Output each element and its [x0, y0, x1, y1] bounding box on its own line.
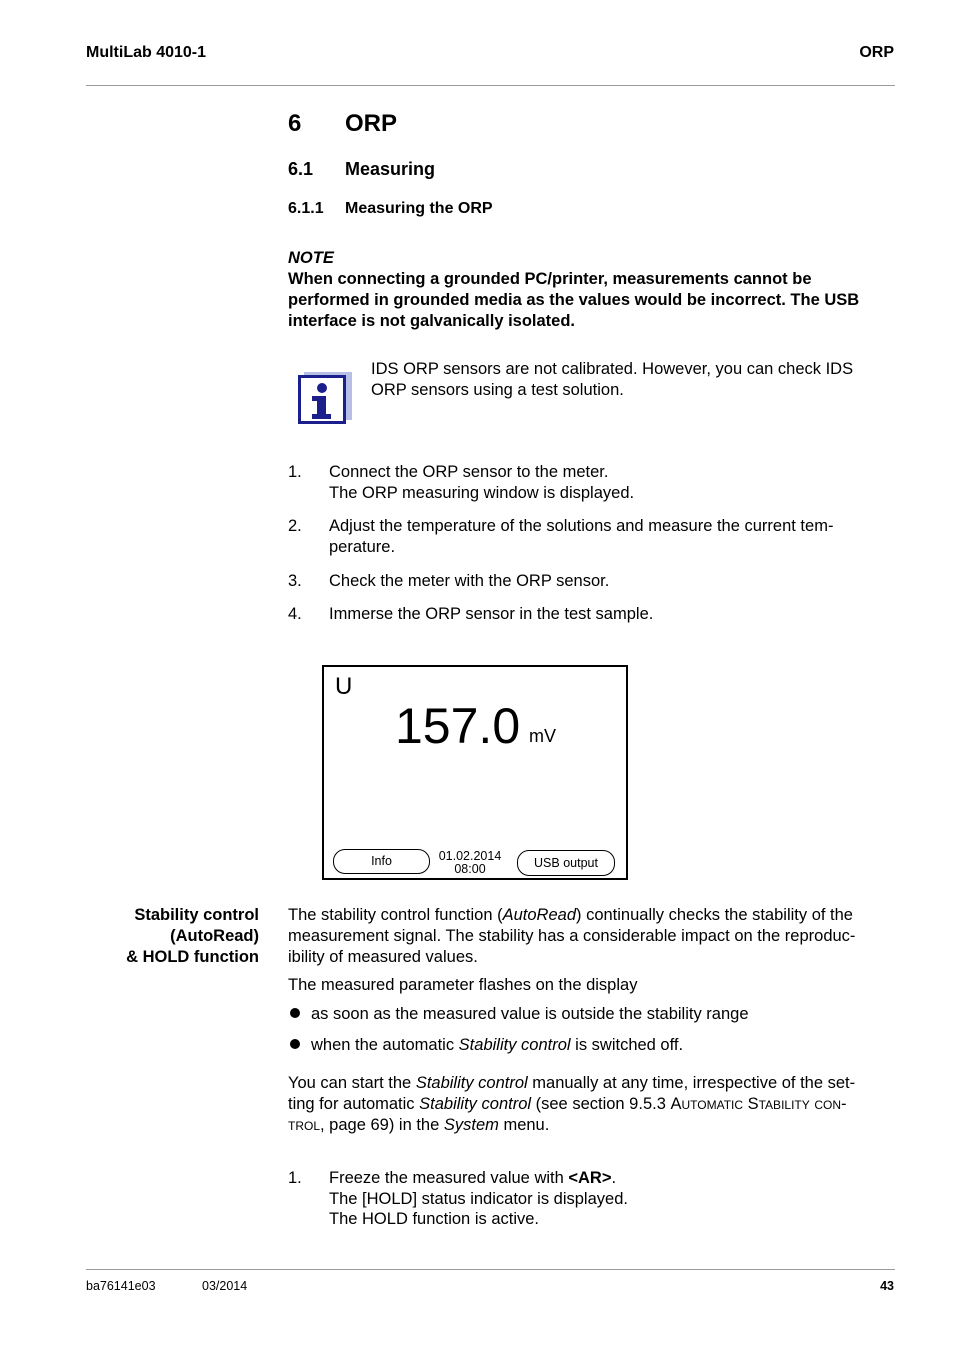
display-time: 08:00	[454, 862, 486, 876]
bullet-dot-1	[290, 1008, 300, 1018]
bullet-item-2: when the automatic Stability control is switched off.	[311, 1036, 684, 1054]
step-1-number: 1.	[288, 463, 302, 481]
note-line-1: When connecting a grounded PC/printer, measurements cannot be	[288, 270, 812, 288]
manual-start-line-3: trol, page 69) in the System menu.	[288, 1116, 550, 1134]
stability-paragraph-line-2: measurement signal. The stability has a considerable impact on the reproduc-	[288, 927, 856, 945]
section-title: Measuring	[345, 159, 436, 179]
info-line-1: IDS ORP sensors are not calibrated. However, you can check IDS	[371, 360, 854, 378]
info-softkey[interactable]: Info	[333, 849, 430, 874]
step-2-line-2: perature.	[329, 538, 396, 556]
side-heading-line-3: & HOLD function	[126, 948, 259, 966]
note-line-2: performed in grounded media as the values would be incorrect. The USB	[288, 291, 860, 309]
footer-date: 03/2014	[202, 1279, 248, 1293]
note-label: NOTE	[288, 249, 334, 267]
display-date: 01.02.2014	[438, 849, 502, 863]
step-1-line-2: The ORP measuring window is displayed.	[329, 484, 635, 502]
chapter-number: 6	[288, 110, 302, 137]
meter-display	[322, 665, 628, 880]
header-rule	[86, 85, 895, 86]
stability-paragraph-line-1: The stability control function (AutoRead) continually checks the stability of the	[288, 906, 853, 924]
info-icon	[298, 370, 354, 426]
step-2-line-1: Adjust the temperature of the solutions and measure the current tem-	[329, 517, 834, 535]
running-header-chapter: ORP	[859, 44, 894, 61]
step-3-number: 3.	[288, 572, 302, 590]
cross-reference-link[interactable]: Automatic Stability con-	[670, 1095, 847, 1113]
side-heading-line-1: Stability control	[134, 906, 259, 924]
side-heading-line-2: (AutoRead)	[170, 927, 259, 945]
display-value: 157.0	[395, 698, 521, 754]
step-2-number: 2.	[288, 517, 302, 535]
hold-step-number: 1.	[288, 1169, 302, 1187]
chapter-title: ORP	[345, 110, 398, 137]
footer-doc-number: ba76141e03	[86, 1279, 156, 1293]
stability-paragraph-line-3: ibility of measured values.	[288, 948, 478, 966]
subsection-title: Measuring the ORP	[345, 200, 493, 217]
note-line-3: interface is not galvanically isolated.	[288, 312, 576, 330]
step-1-line-1: Connect the ORP sensor to the meter.	[329, 463, 609, 481]
usb-output-softkey[interactable]: USB output	[517, 850, 615, 876]
manual-start-line-2: ting for automatic Stability control (see section 9.5.3 Automatic Stability con-	[288, 1095, 847, 1113]
info-line-2: ORP sensors using a test solution.	[371, 381, 624, 399]
hold-step-line-1: Freeze the measured value with <AR>.	[329, 1169, 617, 1187]
step-3-line-1: Check the meter with the ORP sensor.	[329, 572, 610, 590]
running-header-title: MultiLab 4010-1	[86, 44, 207, 61]
footer-rule	[86, 1269, 895, 1270]
hold-step-line-3: The HOLD function is active.	[329, 1210, 540, 1228]
bullet-item-1: as soon as the measured value is outside the stability range	[311, 1005, 749, 1023]
hold-step-line-2: The [HOLD] status indicator is displayed.	[329, 1190, 628, 1208]
step-4-number: 4.	[288, 605, 302, 623]
subsection-number: 6.1.1	[288, 200, 324, 217]
manual-start-line-1: You can start the Stability control manually at any time, irrespective of the set-	[288, 1074, 856, 1092]
footer-page-number: 43	[880, 1279, 894, 1293]
flash-paragraph: The measured parameter flashes on the display	[288, 976, 638, 994]
display-unit: mV	[529, 726, 556, 746]
step-4-line-1: Immerse the ORP sensor in the test sample.	[329, 605, 654, 623]
section-number: 6.1	[288, 159, 314, 179]
bullet-dot-2	[290, 1039, 300, 1049]
display-parameter: U	[335, 673, 353, 700]
